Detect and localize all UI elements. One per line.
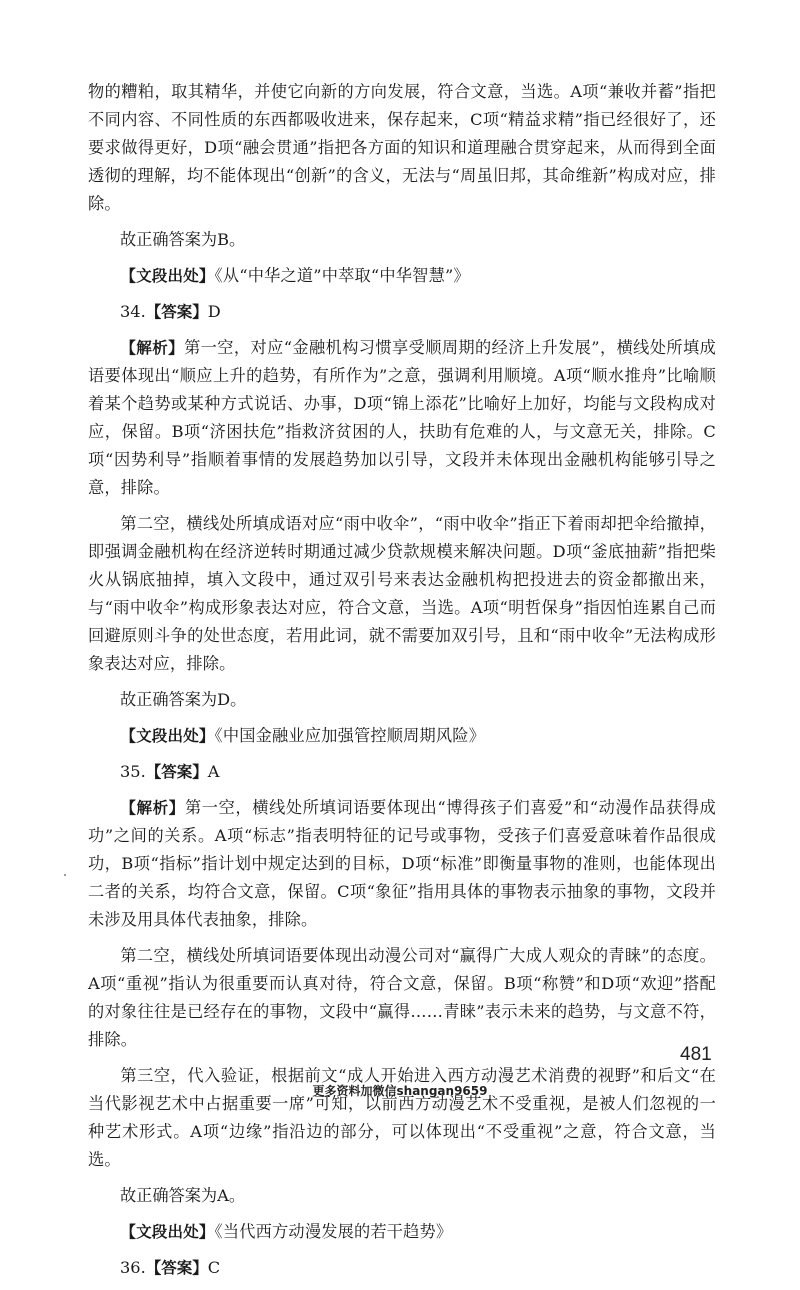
source-label: 【文段出处】: [120, 267, 215, 285]
answer-label: 【答案】: [145, 763, 208, 781]
question-number: 36.: [120, 1258, 146, 1277]
source-line: [88, 262, 716, 290]
answer-conclusion: 故正确答案为B。: [120, 230, 246, 249]
question-34-answer: [120, 298, 716, 326]
answer-value: D: [207, 302, 221, 321]
question-number: 35.: [120, 762, 146, 781]
analysis-text: 第一空，横线处所填词语要体现出“博得孩子们喜爱”和“动漫作品获得成功”之间的关系。A项“标志”指表明特征的记号或事物，受孩子们喜爱意味着作品很成功，B项“指标”指计划中规定达到的目标，D项“标准”即衡量事物的准则，也能体现出二者的关系，均符合文意，保留。C项“象征”指用具体的事物表示抽象的事物，文段并未涉及用具体代表抽象，排除。: [88, 798, 716, 929]
question-36-answer: [120, 1254, 716, 1282]
question-35-answer: [120, 758, 716, 786]
analysis-paragraph-2: 第二空，横线处所填成语对应“雨中收伞”，“雨中收伞”指正下着雨却把伞给撤掉，即强调金融机构在经济逆转时期通过减少贷款规模来解决问题。D项“釜底抽薪”指把柴火从锅底抽掉，填入文段中，通过双引号来表达金融机构把投进去的资金都撤出来，与“雨中收伞”构成形象表达对应，符合文意，当选。A项“明哲保身”指因怕连累自己而回避原则斗争的处世态度，若用此词，就不需要加双引号，且和“雨中收伞”无法构成形象表达对应，排除。: [88, 514, 716, 673]
source-label: 【文段出处】: [120, 727, 215, 745]
answer-label: 【答案】: [145, 303, 208, 321]
answer-value: A: [207, 762, 220, 781]
footer-watermark: 更多资料加微信shangan9659: [312, 1084, 488, 1098]
source-line: [88, 722, 716, 750]
analysis-paragraph: [88, 794, 716, 934]
answer-conclusion: 故正确答案为D。: [120, 690, 247, 709]
analysis-text: 第一空，对应“金融机构习惯享受顺周期的经济上升发展”，横线处所填成语要体现出“顺应上升的趋势，有所作为”之意，强调利用顺境。A项“顺水推舟”比喻顺着某个趋势或某种方式说话、办事，D项“锦上添花”比喻好上加好，均能与文段构成对应，保留。B项“济困扶危”指救济贫困的人，扶助有危难的人，与文意无关，排除。C项“因势利导”指顺着事情的发展趋势加以引导，文段并未体现出金融机构能够引导之意，排除。: [88, 338, 716, 497]
question-number: 34.: [120, 302, 146, 321]
source-title: 《当代西方动漫发展的若干趋势》: [214, 1222, 453, 1241]
paragraph-continuation: 物的糟粕，取其精华，并使它向新的方向发展，符合文意，当选。A项“兼收并蓄”指把不同内容、不同性质的东西都吸收进来，保存起来，C项“精益求精”指已经很好了，还要求做得更好，D项“融会贯通”指把各方面的知识和道理融合贯穿起来，从而得到全面透彻的理解，均不能体现出“创新”的含义，无法与“周虽旧邦，其命维新”构成对应，排除。: [88, 82, 716, 213]
scan-speck: [64, 874, 66, 876]
source-label: 【文段出处】: [120, 1223, 215, 1241]
source-title: 《中国金融业应加强管控顺周期风险》: [214, 726, 486, 745]
answer-value: C: [207, 1258, 221, 1277]
source-line: [88, 1218, 716, 1246]
analysis-label: 【解析】: [120, 799, 185, 817]
answer-label: 【答案】: [145, 1259, 208, 1277]
analysis-paragraph-2: 第二空，横线处所填词语要体现出动漫公司对“赢得广大成人观众的青睐”的态度。A项“重视”指认为很重要而认真对待，符合文意，保留。B项“称赞”和D项“欢迎”搭配的对象往往是已经存在的事物，文段中“赢得……青睐”表示未来的趋势，与文意不符，排除。: [88, 946, 716, 1049]
analysis-label: 【解析】: [120, 339, 185, 357]
answer-conclusion: 故正确答案为A。: [120, 1186, 246, 1205]
source-title: 《从“中华之道”中萃取“中华智慧”》: [214, 266, 470, 285]
analysis-paragraph: [88, 334, 716, 502]
page-number: 481: [680, 1044, 712, 1065]
document-body: [88, 78, 716, 1290]
analysis-paragraph-3: 第三空，代入验证，根据前文“成人开始进入西方动漫艺术消费的视野”和后文“在当代影视艺术中占据重要一席”可知，以前西方动漫艺术不受重视，是被人们忽视的一种艺术形式。A项“边缘”指沿边的部分，可以体现出“不受重视”之意，符合文意，当选。: [88, 1066, 716, 1169]
